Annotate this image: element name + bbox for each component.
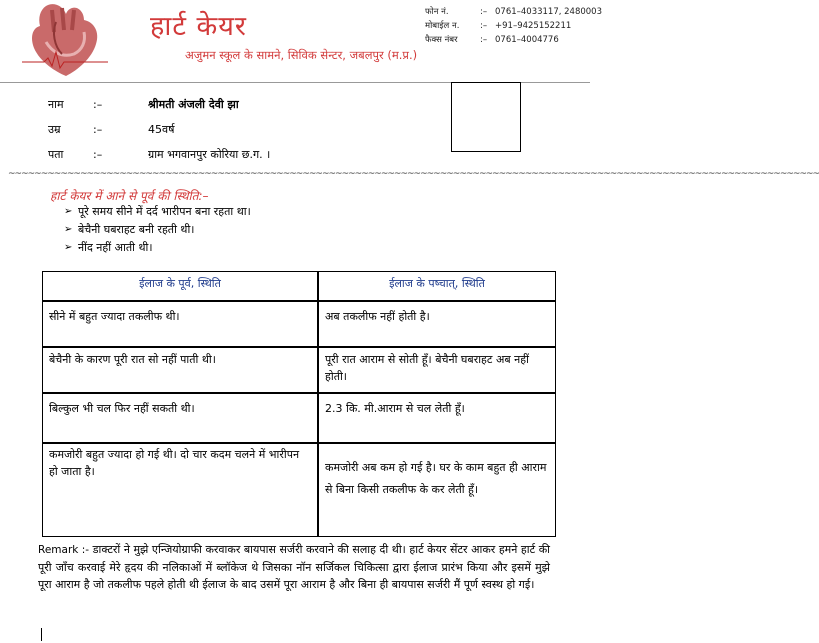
mobile-row: मोबाईल न. :– +91–9425152211 xyxy=(425,21,572,31)
arrow-bullet-icon: ➢ xyxy=(64,205,73,217)
table-header-before: ईलाज के पूर्व, स्थिति xyxy=(139,277,221,290)
photo-box xyxy=(451,82,521,152)
patient-details xyxy=(48,92,270,167)
heart-logo-icon xyxy=(22,2,108,80)
list-item: ➢ बेचैनी घबराहट बनी रहती थी। xyxy=(64,222,195,236)
wavy-divider: ~~~~~~~~~~~~~~~~~~~~~~~~~~~~~~~~~~~~~~~~~~~~~~~~~~~~~~~~~~~~~~~~~~~~~~~~~~~~~~~~~~~~~~~~~~~~~~~~~~~~~~~~~~~~~~~~~~~~~~~~~~~~ xyxy=(8,169,819,179)
comparison-table xyxy=(42,271,556,537)
patient-age: 45वर्ष xyxy=(148,123,175,136)
table-cell-before: बेचैनी के कारण पूरी रात सो नहीं पाती थी। xyxy=(49,353,216,366)
table-cell-before: बिल्कुल भी चल फिर नहीं सकती थी। xyxy=(49,402,195,415)
patient-address: ग्राम भगवानपुर कोरिया छ.ग. । xyxy=(148,148,271,161)
brand-address: अजुमन स्कूल के सामने, सिविक सेन्टर, जबलपुर (म.प्र.) xyxy=(185,48,418,62)
patient-age-row: उम्र :– 45वर्ष xyxy=(48,123,175,136)
list-item: ➢ नींद नहीं आती थी। xyxy=(64,240,153,254)
text-cursor xyxy=(41,628,42,641)
table-cell-before: कमजोरी बहुत ज्यादा हो गई थी। दो चार कदम चलने में भारीपन हो जाता है। xyxy=(49,448,300,478)
remark-label: Remark :- xyxy=(38,544,90,556)
list-item: ➢ पूरे समय सीने में दर्द भारीपन बना रहता था। xyxy=(64,204,251,218)
contact-info xyxy=(425,5,602,47)
symptom-list xyxy=(64,202,251,256)
patient-name-row: नाम :– श्रीमती अंजली देवी झा xyxy=(48,98,239,111)
table-cell-after: कमजोरी अब कम हो गई है। घर के काम बहुत ही आराम से बिना किसी तकलीफ के कर लेती हूँ। xyxy=(325,461,547,496)
remark-paragraph xyxy=(38,541,550,594)
table-cell-after: पूरी रात आराम से सोती हूँ। बेचैनी घबराहट अब नहीं होती। xyxy=(325,353,529,383)
table-cell-after: अब तकलीफ नहीं होती है। xyxy=(325,310,430,323)
patient-address-row: पता :– ग्राम भगवानपुर कोरिया छ.ग. । xyxy=(48,148,271,161)
patient-name: श्रीमती अंजली देवी झा xyxy=(148,98,239,111)
remark-text: डाक्टरों ने मुझे एन्जियोग्राफी करवाकर बायपास सर्जरी करवाने की सलाह दी थी। हार्ट केयर सेंटर आकर हमने हार्ट की पूरी जाँच करवाई मेरे हृदय की नलिकाओं में ब्लॉकेज थे जिसका नॉन सर्जिकल चिकित्सा द्वारा ईलाज प्रारंभ किया और इसमें मुझे पूरा आराम है जो तकलीफ पहले होती थी ईलाज के बाद उसमें पूरा आराम है और बिना ही बायपास सर्जरी मैं पूर्ण स्वस्थ हो गई। xyxy=(38,543,551,592)
arrow-bullet-icon: ➢ xyxy=(64,241,73,253)
fax-row: फैक्स नंबर :– 0761–4004776 xyxy=(425,35,559,45)
phone-row: फोन नं. :– 0761–4033117, 2480003 xyxy=(425,7,602,17)
arrow-bullet-icon: ➢ xyxy=(64,223,73,235)
table-cell-before: सीने में बहुत ज्यादा तकलीफ थी। xyxy=(49,310,180,323)
table-header-after: ईलाज के पष्चात्, स्थिति xyxy=(389,277,485,290)
table-cell-after: 2.3 कि. मी.आराम से चल लेती हूँ। xyxy=(325,402,465,415)
brand-title: हार्ट केयर xyxy=(150,11,247,42)
before-section-heading: हार्ट केयर में आने से पूर्व की स्थिति:– xyxy=(50,189,209,203)
